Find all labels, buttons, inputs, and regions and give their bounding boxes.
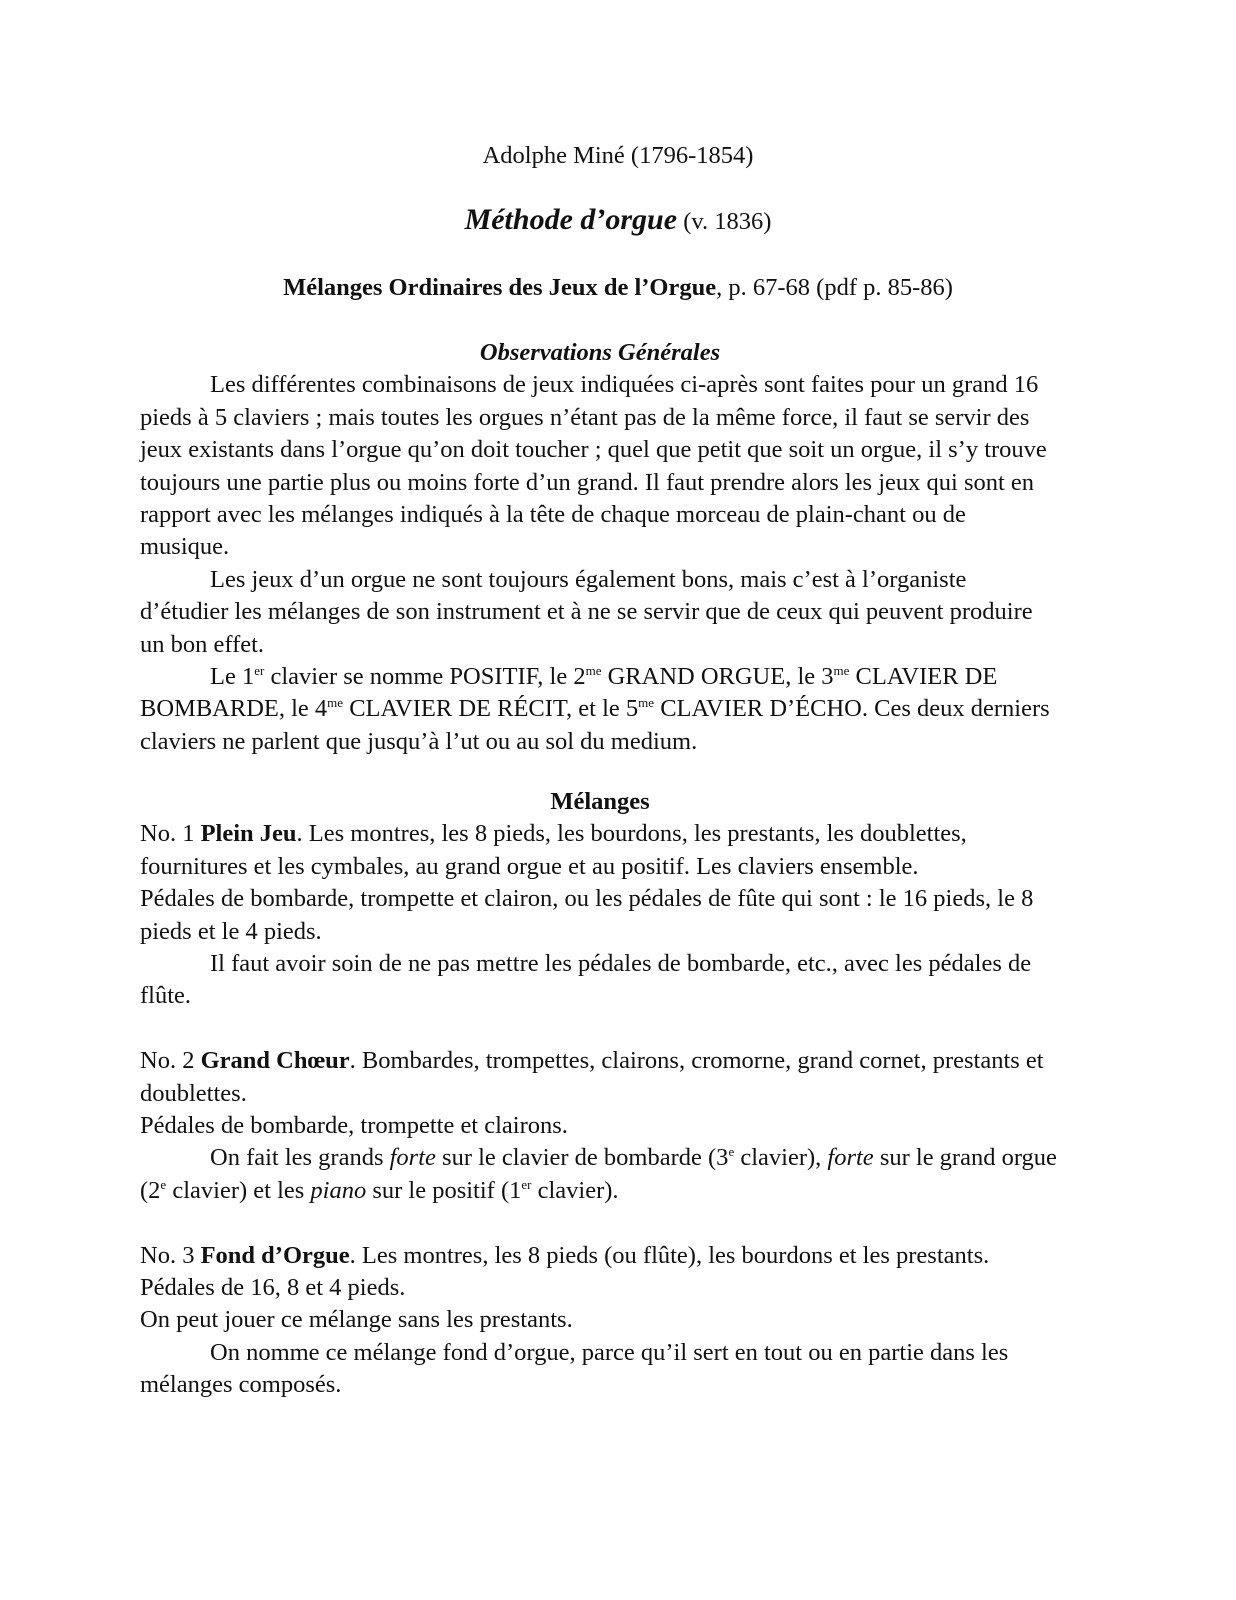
superscript: er <box>254 663 265 679</box>
melange-name: Grand Chœur <box>200 1047 350 1075</box>
spacer <box>140 1013 1060 1045</box>
melange-1-note: Il faut avoir soin de ne pas mettre les pédales de bombarde, etc., avec les pédales de flûte. <box>140 950 1032 1010</box>
superscript: e <box>728 1144 735 1160</box>
italic-term: piano <box>310 1176 367 1204</box>
italic-term: forte <box>827 1144 874 1172</box>
observations-paragraph-1: Les différentes combinaisons de jeux indiquées ci-après sont faites pour un grand 16 pieds à 5 claviers ; mais toutes les orgues n’étant pas de la même force, il faut se servir des jeux existants dans l’orgue qu’on doit toucher ; quel que petit que soit un orgue, il s’y trouve toujours une partie plus ou moins forte d’un grand. Il faut prendre alors les jeux qui sont en rapport avec les mélanges indiqués à la tête de chaque morceau de plain-chant ou de musique. <box>140 371 1047 561</box>
text-run: clavier se nomme POSITIF, le 2 <box>264 663 586 691</box>
melange-1-description <box>140 818 1060 883</box>
melange-3-description <box>140 1240 1060 1272</box>
melange-number: No. 2 <box>140 1047 201 1075</box>
text-run: Le 1 <box>210 663 255 691</box>
text-run: clavier). <box>531 1176 619 1204</box>
text-run: CLAVIER D’ÉCHO. Ces deux derniers claviers ne parlent que jusqu’à l’ut ou au sol du medium. <box>140 695 1050 755</box>
observations-section <box>140 337 1060 758</box>
melange-2-description <box>140 1045 1060 1110</box>
text-run: CLAVIER DE RÉCIT, et le 5 <box>343 695 639 723</box>
spacer <box>140 1207 1060 1239</box>
author-line: Adolphe Miné (1796-1854) <box>482 142 754 169</box>
melange-2-note <box>140 1142 1060 1207</box>
melange-text: . Les montres, les 8 pieds (ou flûte), les bourdons et les prestants. <box>349 1241 990 1269</box>
observations-heading: Observations Générales <box>479 339 721 366</box>
italic-term: forte <box>389 1144 436 1172</box>
work-title: Méthode d’orgue <box>464 203 678 236</box>
superscript: me <box>638 695 655 711</box>
text-run: sur le grand orgue (2 <box>140 1144 1057 1204</box>
text-run: CLAVIER DE BOMBARDE, le 4 <box>140 663 998 723</box>
text-run: On fait les grands <box>210 1144 390 1172</box>
text-run: clavier), <box>734 1144 828 1172</box>
melanges-heading: Mélanges <box>550 788 650 815</box>
melanges-section <box>140 786 1060 1402</box>
melange-text: . Bombardes, trompettes, clairons, cromorne, grand cornet, prestants et doublettes. <box>140 1047 1044 1107</box>
text-run: sur le positif (1 <box>366 1176 522 1204</box>
work-title-line <box>0 204 1236 238</box>
section-reference: , p. 67-68 (pdf p. 85-86) <box>716 274 953 301</box>
melange-name: Plein Jeu <box>200 820 297 848</box>
melange-3-pedals: Pédales de 16, 8 et 4 pieds. <box>140 1274 406 1302</box>
melange-number: No. 1 <box>140 820 201 848</box>
section-title-line <box>0 272 1236 304</box>
superscript: me <box>585 663 602 679</box>
superscript: e <box>160 1176 167 1192</box>
melange-3-extra: On peut jouer ce mélange sans les prestants. <box>140 1306 573 1334</box>
melange-name: Fond d’Orgue <box>200 1241 350 1269</box>
melange-1-pedals: Pédales de bombarde, trompette et clairon, ou les pédales de fûte qui sont : le 16 pieds, le 8 pieds et le 4 pieds. <box>140 885 1034 945</box>
observations-paragraph-3 <box>140 661 1060 758</box>
melange-text: . Les montres, les 8 pieds, les bourdons, les prestants, les doublettes, fournitures et les cymbales, au grand orgue et au positif. Les claviers ensemble. <box>140 820 967 880</box>
superscript: er <box>521 1176 532 1192</box>
section-title: Mélanges Ordinaires des Jeux de l’Orgue <box>283 274 717 301</box>
text-run: clavier) et les <box>166 1176 311 1204</box>
work-date: (v. 1836) <box>683 208 772 235</box>
melange-number: No. 3 <box>140 1241 201 1269</box>
text-run: GRAND ORGUE, le 3 <box>601 663 834 691</box>
text-run: sur le clavier de bombarde (3 <box>435 1144 729 1172</box>
superscript: me <box>327 695 344 711</box>
melange-2-pedals: Pédales de bombarde, trompette et clairons. <box>140 1112 568 1140</box>
melange-3-note: On nomme ce mélange fond d’orgue, parce qu’il sert en tout ou en partie dans les mélanges composés. <box>140 1338 1009 1399</box>
observations-paragraph-2: Les jeux d’un orgue ne sont toujours également bons, mais c’est à l’organiste d’étudier les mélanges de son instrument et à ne se servir que de ceux qui peuvent produire un bon effet. <box>140 565 1033 658</box>
superscript: me <box>833 663 850 679</box>
